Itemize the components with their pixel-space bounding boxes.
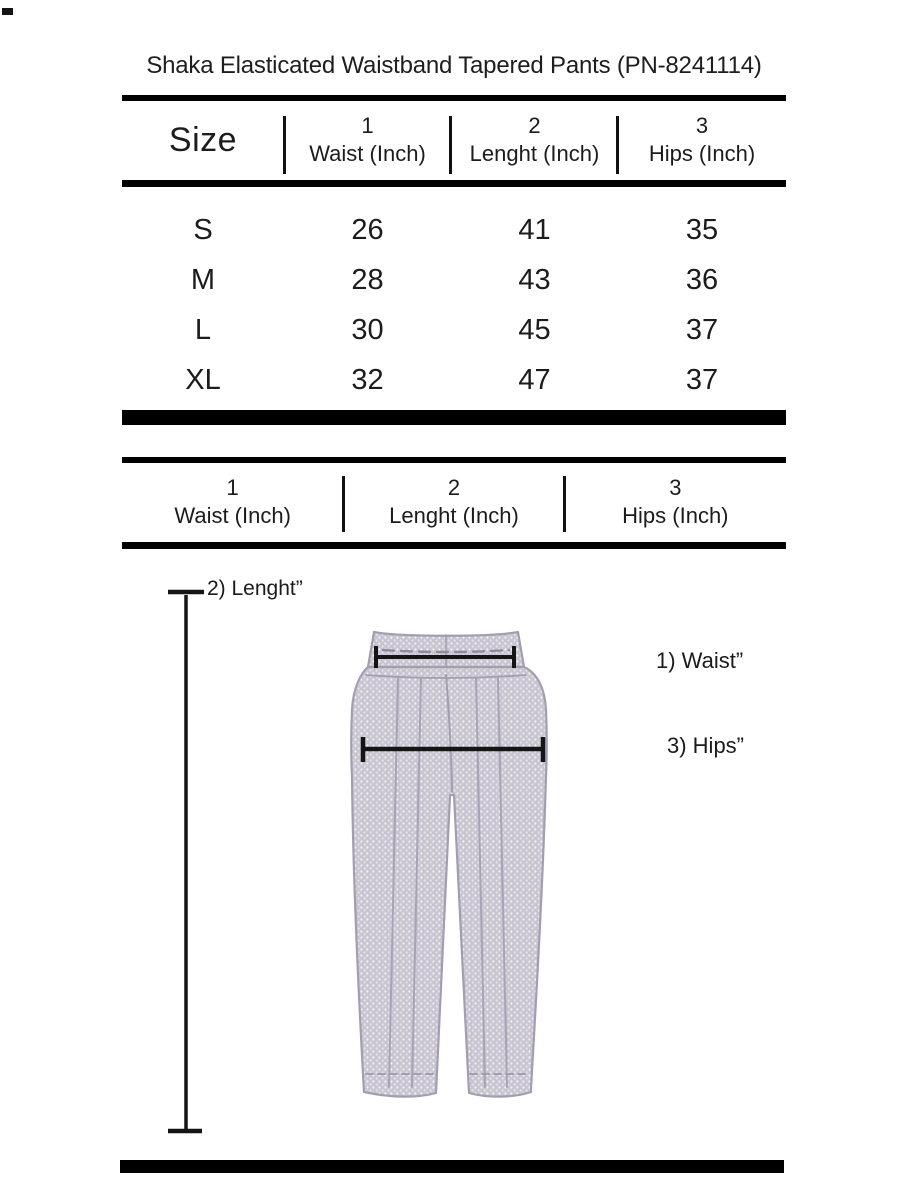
bottom-bar <box>120 1160 784 1173</box>
cell-length: 45 <box>518 313 551 346</box>
column-number: 3 <box>669 475 682 500</box>
cell-waist: 30 <box>351 313 384 346</box>
hips-label: 3) Hips” <box>667 733 745 758</box>
cell-waist: 32 <box>351 363 384 396</box>
size-column-header: Size <box>168 121 238 159</box>
cell-waist: 28 <box>351 263 384 296</box>
cell-length: 43 <box>518 263 551 296</box>
cell-hips: 37 <box>685 363 719 396</box>
row-size-label: XL <box>185 363 221 396</box>
column-number: 2 <box>528 113 541 138</box>
column-label: Waist (Inch) <box>174 503 291 528</box>
cell-hips: 36 <box>685 263 719 296</box>
cell-length: 47 <box>518 363 551 396</box>
cell-waist: 26 <box>351 213 384 246</box>
pants-illustration <box>351 632 547 1097</box>
page-title: Shaka Elasticated Waistband Tapered Pants (PN-8241114) <box>146 52 762 79</box>
row-size-label: L <box>194 313 212 346</box>
column-number: 3 <box>695 113 709 138</box>
row-size-label: S <box>193 213 213 246</box>
row-size-label: M <box>190 263 216 296</box>
column-number: 2 <box>447 475 461 500</box>
column-label: Hips (Inch) <box>622 503 729 528</box>
cell-hips: 37 <box>685 313 719 346</box>
length-label: 2) Lenght” <box>207 577 303 600</box>
column-number: 1 <box>226 475 239 500</box>
column-label: Lenght (Inch) <box>469 141 600 166</box>
column-label: Waist (Inch) <box>309 141 426 166</box>
waist-label: 1) Waist” <box>656 648 744 673</box>
length-measure-line <box>168 592 204 1131</box>
cell-length: 41 <box>518 213 551 246</box>
column-number: 1 <box>361 113 374 138</box>
cell-hips: 35 <box>685 213 719 246</box>
column-label: Lenght (Inch) <box>389 503 519 528</box>
column-label: Hips (Inch) <box>648 141 756 166</box>
